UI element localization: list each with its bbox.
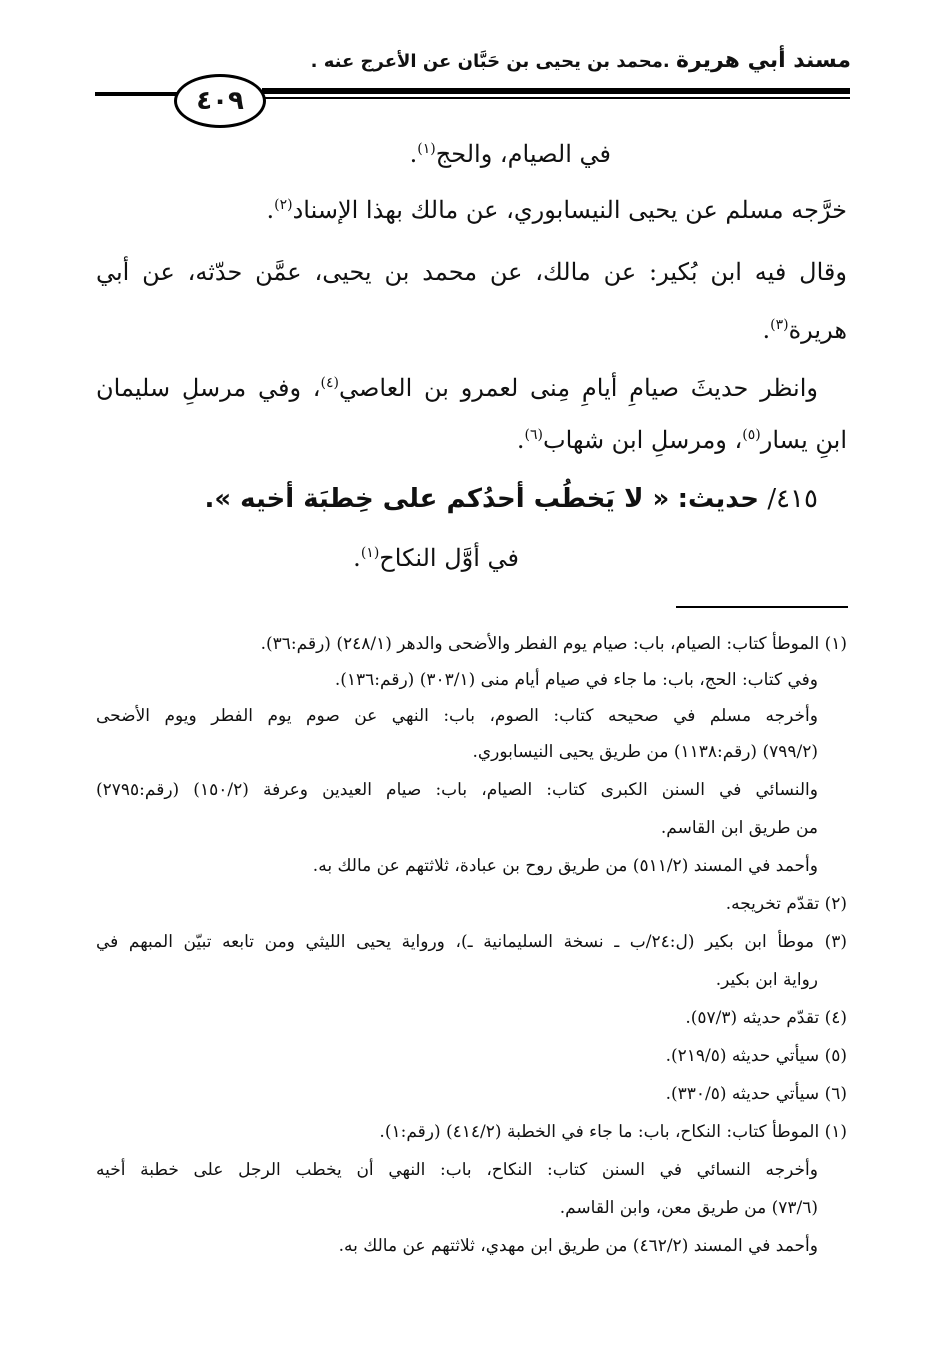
footnote-line: وأحمد في المسند (٥١١/٢) من طريق روح بن عبادة، ثلاثتهم عن مالك به. xyxy=(312,856,818,876)
hadith-number: ٤١٥/ xyxy=(767,484,818,514)
footnote-ref: (٦) xyxy=(524,427,543,443)
hadith-heading xyxy=(96,484,818,514)
footnote-ref: (١) xyxy=(360,545,380,561)
body-line-8: في أوَّل النكاح$^{(١)}$. xyxy=(353,544,519,572)
book-title: مسند أبي هريرة xyxy=(676,48,851,73)
footnote-ref: (١) xyxy=(417,141,436,157)
footnote-line: (١) الموطأ كتاب: الصيام، باب: صيام يوم الفطر والأضحى والدهر (٢٤٨/١) (رقم:٣٦). xyxy=(260,634,847,654)
body-line-6: ابنِ يسار$^{(٥)}$، ومرسلِ ابن شهاب$^{(٦)}$. xyxy=(516,426,847,454)
hadith-text: « لا يَخطُب أحدُكم على خِطبَة أخيه ». xyxy=(204,484,670,514)
footnote-line: رواية ابن بكير. xyxy=(715,970,818,990)
footnote-separator xyxy=(676,606,848,608)
footnote-line: (٣) موطأ ابن بكير (ل:٢٤/ب ـ نسخة السليمانية ـ)، ورواية يحيى الليثي ومن تابعه تبيّن المبهم في xyxy=(96,932,847,952)
footnote-line: والنسائي في السنن الكبرى كتاب: الصيام، باب: صيام العيدين وعرفة (١٥٠/٢) (رقم:٢٧٩٥) xyxy=(96,780,818,800)
footnote-line: (٧٣/٦) من طريق معن، وابن القاسم. xyxy=(559,1198,818,1218)
footnote-ref: (٤) xyxy=(320,375,340,391)
footnote-ref: (٥) xyxy=(742,427,761,443)
footnote-line: (٤) تقدّم حديثه (٥٧/٣). xyxy=(685,1008,847,1028)
running-header xyxy=(311,48,851,73)
footnote-line: من طريق ابن القاسم. xyxy=(660,818,818,838)
header-rule-thin xyxy=(262,97,850,99)
footnote-ref: (٢) xyxy=(274,197,293,213)
body-line-5: وانظر حديثَ صيامِ أيامِ مِنى لعمرو بن العاصي$^{(٤)}$، وفي مرسلِ سليمان xyxy=(96,374,818,402)
footnote-line: (٧٩٩/٢) (رقم:١١٣٨) من طريق يحيى النيسابوري. xyxy=(472,742,818,762)
footnote-line: وفي كتاب: الحج، باب: ما جاء في صيام أيام منى (٣٠٣/١) (رقم:١٣٦). xyxy=(334,670,818,690)
footnote-ref: (٣) xyxy=(770,317,789,333)
header-rule-thick xyxy=(262,88,850,94)
header-rule-left xyxy=(95,92,177,96)
footnote-line: (٢) تقدّم تخريجه. xyxy=(725,894,847,914)
footnote-line: وأحمد في المسند (٤٦٢/٢) من طريق ابن مهدي، ثلاثتهم عن مالك به. xyxy=(338,1236,818,1256)
footnote-line: وأخرجه مسلم في صحيحه كتاب: الصوم، باب: النهي عن صوم يوم الفطر ويوم الأضحى xyxy=(96,706,818,726)
footnote-line: (٦) سيأتي حديثه (٣٣٠/٥). xyxy=(665,1084,847,1104)
body-line-1: في الصيام، والحج$^{(١)}$. xyxy=(409,140,611,168)
footnote-line: (٥) سيأتي حديثه (٢١٩/٥). xyxy=(665,1046,847,1066)
page-number: ٤٠٩ xyxy=(174,74,266,128)
body-line-3: وقال فيه ابن بُكير: عن مالك، عن محمد بن يحيى، عمَّن حدّثه، عن أبي xyxy=(96,258,847,286)
footnote-line: وأخرجه النسائي في السنن كتاب: النكاح، باب: النهي أن يخطب الرجل على خطبة أخيه xyxy=(96,1160,818,1180)
body-line-2: خرَّجه مسلم عن يحيى النيسابوري، عن مالك بهذا الإسناد$^{(٢)}$. xyxy=(266,196,847,224)
hadith-label: حديث: xyxy=(677,484,760,514)
body-line-4: هريرة$^{(٣)}$. xyxy=(762,316,847,344)
footnote-line: (١) الموطأ كتاب: النكاح، باب: ما جاء في الخطبة (٤١٤/٢) (رقم:١). xyxy=(379,1122,847,1142)
chapter-title: .محمد بن يحيى بن حَبَّان عن الأعرج عنه . xyxy=(310,51,670,72)
